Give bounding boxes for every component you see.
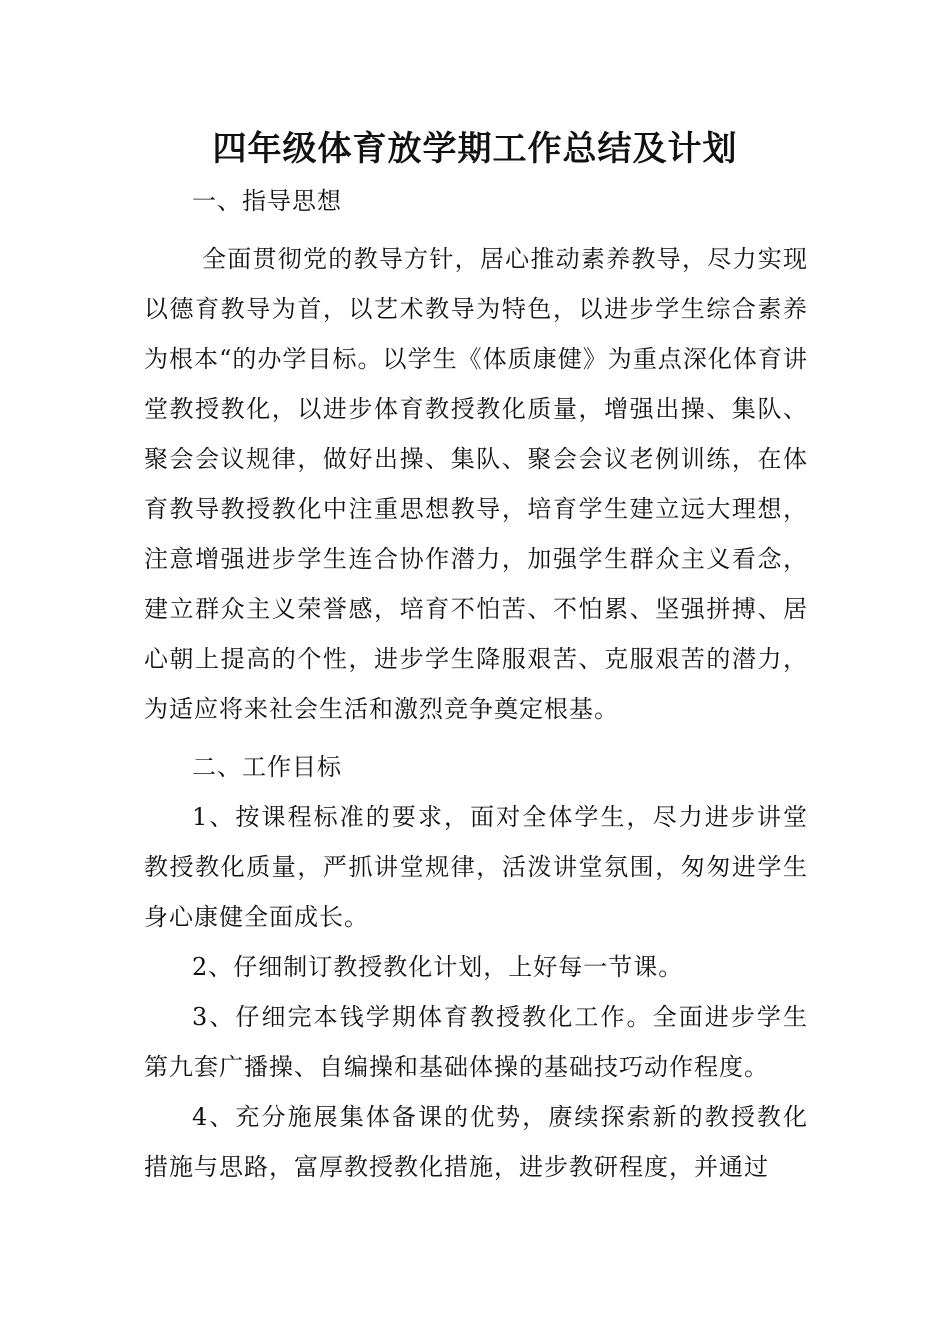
document-title: 四年级体育放学期工作总结及计划	[212, 129, 738, 169]
paragraph-goal-4: 4、充分施展集体备课的优势，赓续探索新的教授教化措施与思路，富厚教授教化措施，进步教研程度，并通过	[144, 1103, 808, 1181]
section-heading-guiding-thought: 一、指导思想	[192, 187, 342, 215]
paragraph-goal-2: 2、仔细制订教授教化计划，上好每一节课。	[192, 953, 684, 981]
paragraph-guiding-thought: 全面贯彻党的教导方针，居心推动素养教导，尽力实现以德育教导为首，以艺术教导为特色，以进步学生综合素养为根本“的办学目标。以学生《体质康健》为重点深化体育讲堂教授教化，以进步体育教授教化质量，增强出操、集队、聚会会议规律，做好出操、集队、聚会会议老例训练，在体育教导教授教化中注重思想教导，培育学生建立远大理想，注意增强进步学生连合协作潜力，加强学生群众主义看念，建立群众主义荣誉感，培育不怕苦、不怕累、坚强拼搏、居心朝上提高的个性，进步学生降服艰苦、克服艰苦的潜力，为适应将来社会生活和激烈竞争奠定根基。	[144, 245, 808, 723]
paragraph-goal-1: 1、按课程标准的要求，面对全体学生，尽力进步讲堂教授教化质量，严抓讲堂规律，活泼讲堂氛围，匆匆进学生身心康健全面成长。	[144, 803, 808, 931]
document-body	[144, 176, 808, 1192]
paragraph-goal-3: 3、仔细完本钱学期体育教授教化工作。全面进步学生第九套广播操、自编操和基础体操的基础技巧动作程度。	[144, 1003, 808, 1081]
section-heading-work-goals: 二、工作目标	[192, 753, 342, 781]
